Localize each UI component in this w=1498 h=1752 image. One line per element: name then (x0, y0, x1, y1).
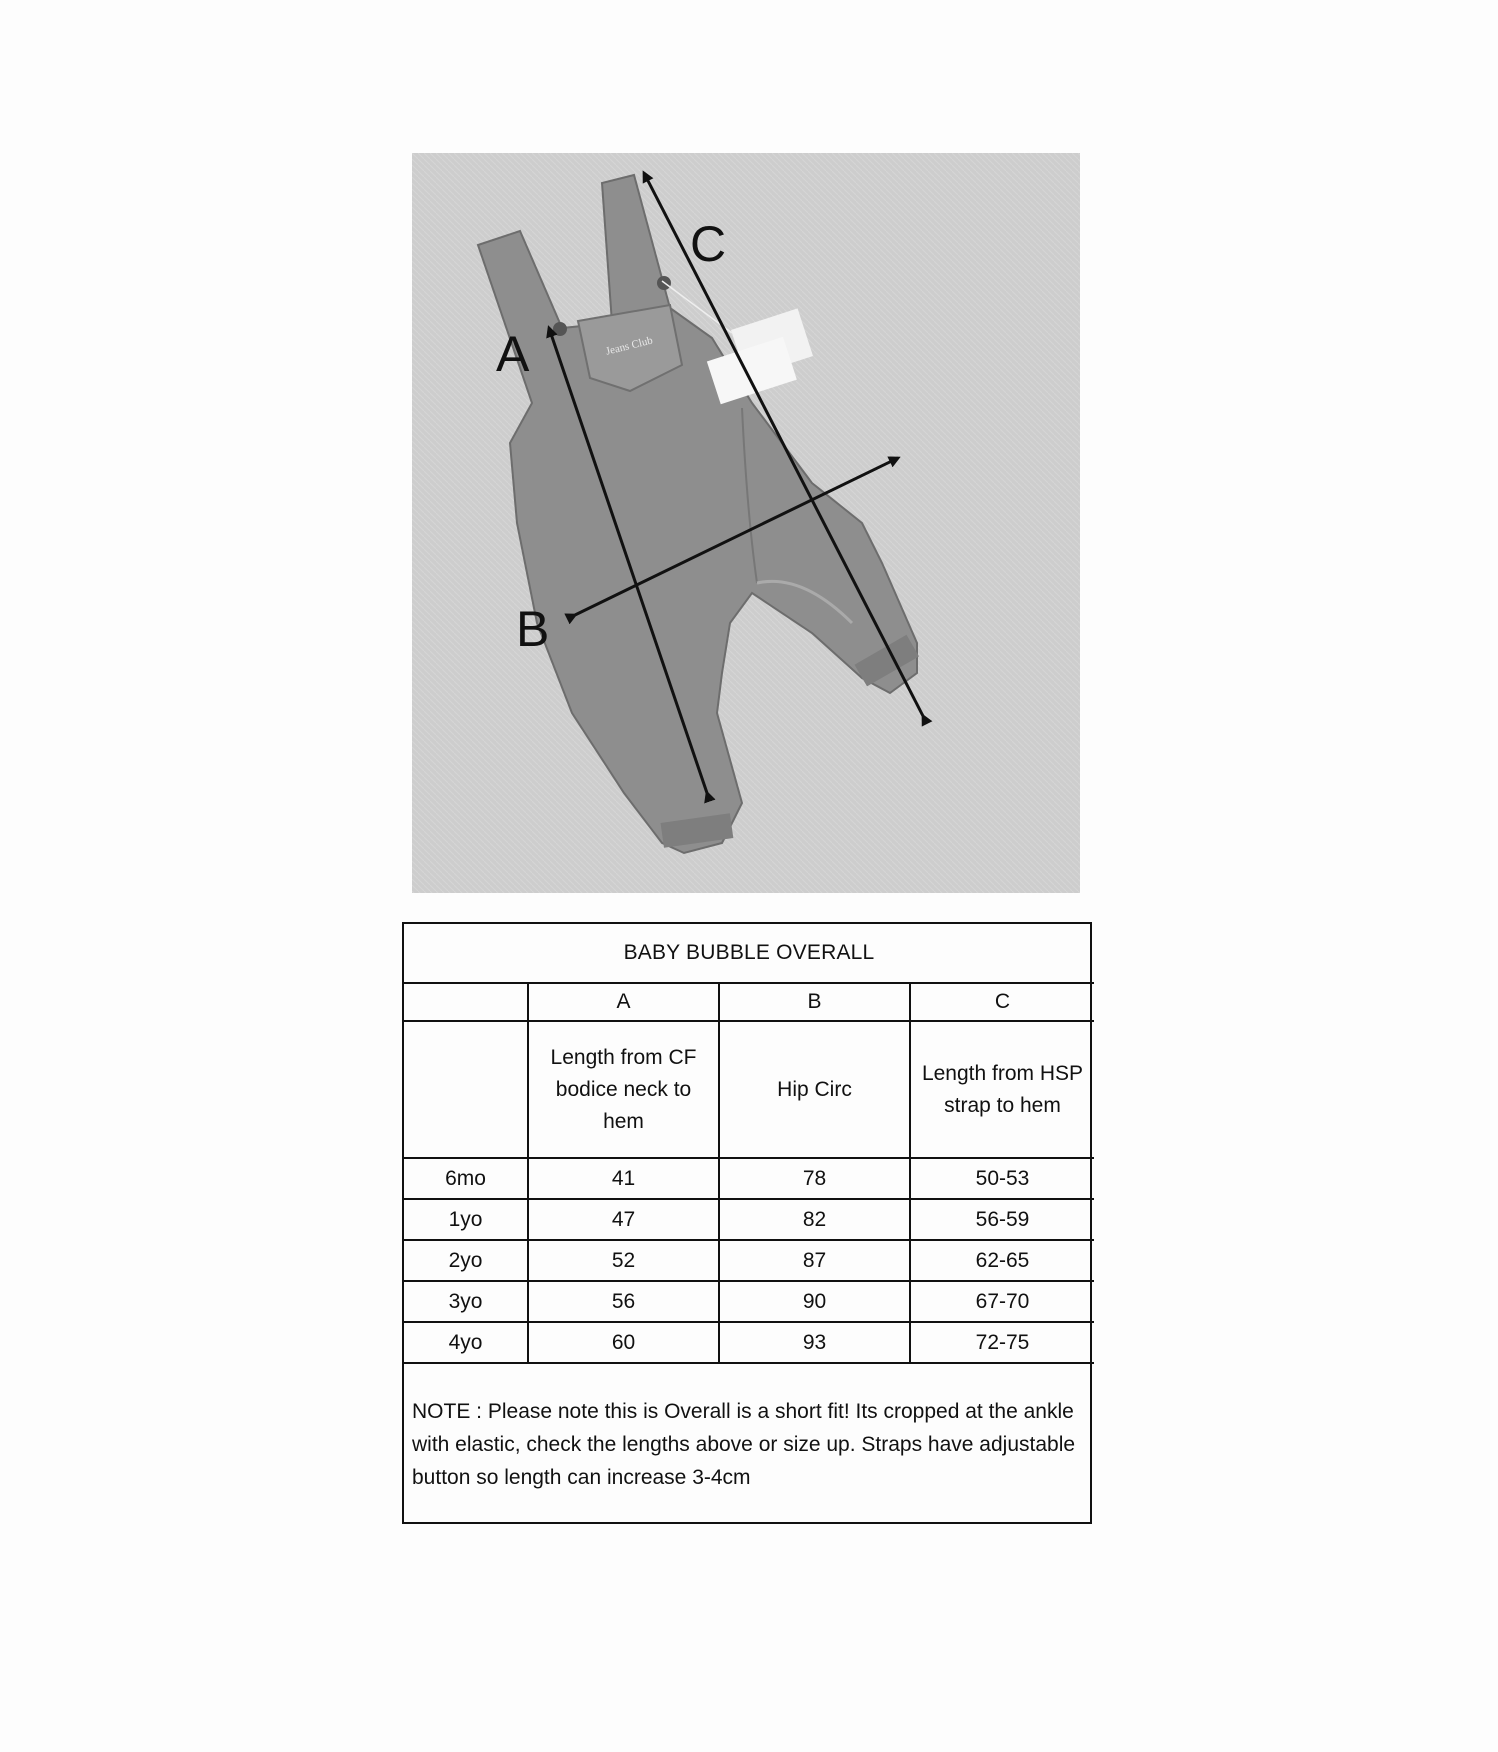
col-header-b: B (719, 983, 910, 1021)
value-b: 87 (719, 1240, 910, 1281)
value-b: 93 (719, 1322, 910, 1363)
size-label: 3yo (404, 1281, 528, 1322)
value-c: 50-53 (910, 1158, 1094, 1199)
desc-corner-cell (404, 1021, 528, 1158)
table-row (404, 1240, 1094, 1281)
size-label: 2yo (404, 1240, 528, 1281)
value-a: 56 (528, 1281, 719, 1322)
overall-illustration (412, 153, 1080, 893)
size-label: 1yo (404, 1199, 528, 1240)
size-table (404, 924, 1094, 1364)
value-c: 56-59 (910, 1199, 1094, 1240)
label-a: A (496, 326, 530, 382)
value-b: 90 (719, 1281, 910, 1322)
value-a: 47 (528, 1199, 719, 1240)
value-a: 52 (528, 1240, 719, 1281)
value-c: 62-65 (910, 1240, 1094, 1281)
value-a: 60 (528, 1322, 719, 1363)
value-c: 72-75 (910, 1322, 1094, 1363)
col-header-a: A (528, 983, 719, 1021)
fit-note: NOTE : Please note this is Overall is a short fit! Its cropped at the ankle with elastic, check the lengths above or size up. Straps have adjustable button so length can increase 3-4cm (412, 1400, 1076, 1489)
pocket-logo: Jeans Club (604, 334, 655, 358)
table-row (404, 1281, 1094, 1322)
col-desc-b: Hip Circ (719, 1021, 910, 1158)
size-label: 6mo (404, 1158, 528, 1199)
table-row (404, 1158, 1094, 1199)
col-desc-c: Length from HSP strap to hem (910, 1021, 1094, 1158)
col-header-c: C (910, 983, 1094, 1021)
value-b: 82 (719, 1199, 910, 1240)
value-a: 41 (528, 1158, 719, 1199)
value-b: 78 (719, 1158, 910, 1199)
corner-cell (404, 983, 528, 1021)
label-c: C (690, 216, 727, 272)
table-row (404, 1322, 1094, 1363)
size-label: 4yo (404, 1322, 528, 1363)
label-b: B (516, 601, 550, 657)
chart-title: BABY BUBBLE OVERALL (404, 924, 1094, 983)
col-desc-a: Length from CF bodice neck to hem (528, 1021, 719, 1158)
table-row (404, 1199, 1094, 1240)
strap-button-left (553, 322, 567, 336)
product-photo (412, 153, 1080, 893)
size-chart (402, 922, 1092, 1524)
value-c: 67-70 (910, 1281, 1094, 1322)
